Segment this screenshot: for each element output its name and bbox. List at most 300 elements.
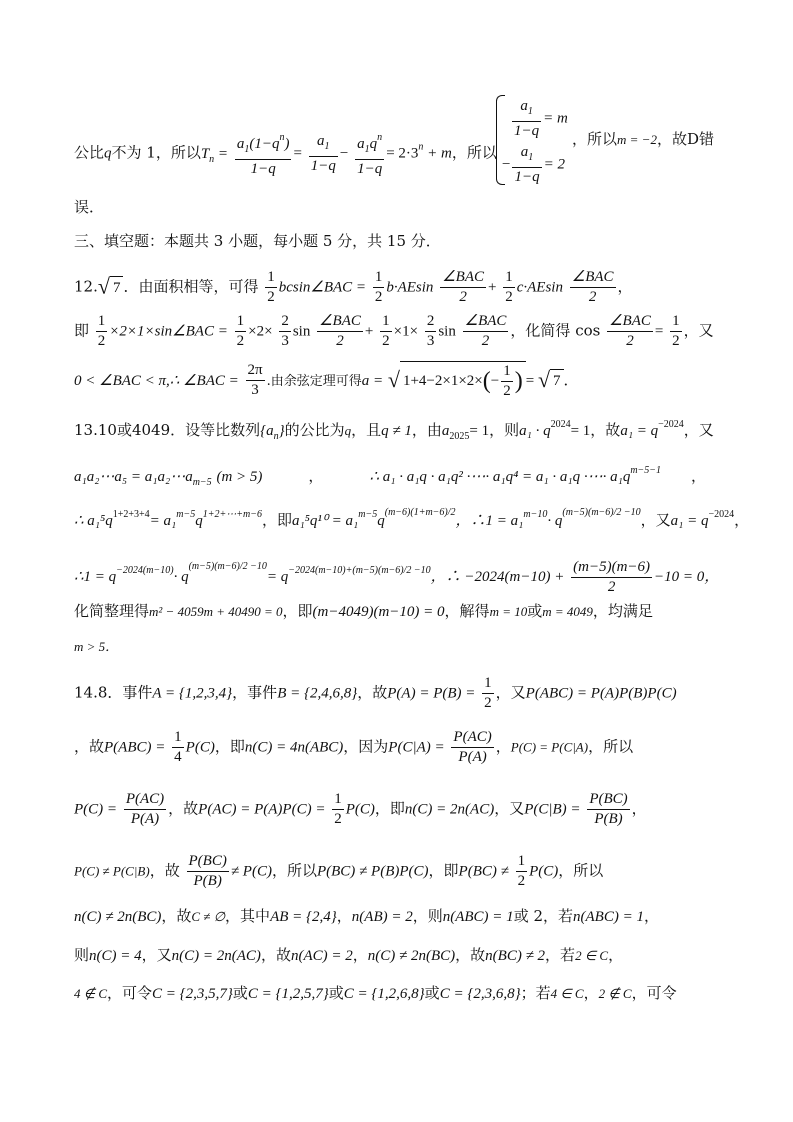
math-fragment: ，均满足 <box>592 602 653 620</box>
q14-line-7 <box>74 982 723 1005</box>
math-fragment: 2 <box>672 333 680 349</box>
math-fragment: .由余弦定理可得 <box>266 373 362 389</box>
math-fragment: 1−q <box>250 161 276 177</box>
math-fragment: 2 <box>267 289 275 305</box>
math-fragment: a₁ · q <box>519 423 551 439</box>
math-fragment: (m−6)(1+m−6)/2 <box>384 507 456 518</box>
math-fragment: ．由面积相等，可得 <box>123 277 259 296</box>
math-fragment: ，∴ −2024(m−10) + <box>430 569 565 585</box>
math-fragment <box>501 362 513 401</box>
q13-line-4 <box>74 556 723 597</box>
math-fragment: n(C) = 2n(AC) <box>404 801 495 818</box>
math-fragment: n(ABC) = 1 <box>573 909 644 925</box>
math-fragment: 7 <box>550 369 564 392</box>
math-q: q <box>104 145 112 162</box>
math-fragment: P(BC) <box>587 790 629 810</box>
math-fragment: ，解得 <box>444 602 490 620</box>
math-fragment <box>279 312 291 351</box>
fraction <box>235 128 292 179</box>
math-fragment: AB = {2,4} <box>270 909 337 925</box>
math-fragment: 2 <box>334 811 342 827</box>
math-fragment: n <box>273 431 279 442</box>
math-fragment: ， <box>495 737 511 756</box>
math-fragment: = 2 <box>543 156 565 173</box>
math-fragment: 2 <box>505 289 513 305</box>
math-fragment <box>670 312 682 351</box>
text: 不为 1，所以 <box>111 143 201 162</box>
math-fragment: + <box>364 323 374 340</box>
math-fragment: 14.8．事件 <box>74 683 153 702</box>
math: + m <box>423 145 452 162</box>
math-fragment: −2024(m−10) <box>116 565 174 576</box>
math-fragment: n(AC) = 2 <box>290 948 353 964</box>
math-fragment: n(C) = 2n(AC) <box>171 948 261 964</box>
math-fragment: m−5−1 <box>630 465 662 476</box>
math-fragment: 1 <box>528 152 534 163</box>
math-fragment: ∠BAC <box>440 268 486 288</box>
math-fragment: C = {1,2,6,8} <box>343 986 425 1002</box>
math-fragment: P(AC) <box>124 790 166 810</box>
math-fragment: ，化简得 cos <box>510 321 601 340</box>
math-fragment: ，又 <box>640 511 671 529</box>
math-answer: 7 <box>110 276 124 299</box>
math-fragment: q <box>344 423 352 438</box>
math-fragment: = 1，故 <box>570 423 621 439</box>
q13-line-3 <box>74 502 750 532</box>
math-fragment: m² − 4059m + 40490 = 0 <box>149 604 283 619</box>
math-fragment: P(BC) ≠ <box>458 863 509 880</box>
math-fragment: $a_1$ <box>512 143 541 168</box>
math-fragment: 4 <box>174 749 182 765</box>
math-fragment <box>451 728 493 767</box>
math-fragment: m = 10 <box>489 604 528 619</box>
math-fragment <box>482 674 494 713</box>
math-fragment: a = <box>361 372 384 389</box>
math-fragment: a₁⁵q¹⁰ = a₁ <box>291 513 359 529</box>
math-fragment: ，又 <box>494 799 525 818</box>
q13-line-1 <box>74 414 723 448</box>
q13-line-5 <box>74 600 723 623</box>
q14-line-1 <box>74 674 723 713</box>
math-fragment: P(A) = P(B) = <box>387 685 476 702</box>
math-fragment: ∴ a₁ · a₁q · a₁q² ·⋯· a₁q⁴ = a₁ · a₁q ·⋯· a₁q <box>369 469 631 485</box>
math-fragment: a₁a₂⋯a₅ = a₁a₂⋯a <box>74 469 193 485</box>
math-fragment: ， <box>734 511 750 529</box>
math-fragment: P(AC) = P(A)P(C) = <box>198 801 326 818</box>
math-fragment <box>516 852 528 891</box>
math-fragment: n(ABC) = 1 <box>442 909 514 925</box>
math-fragment: √ <box>387 366 400 392</box>
math-fragment: 1 <box>265 268 277 288</box>
math-fragment: 1+4−2×1×2× <box>402 372 483 389</box>
math-fragment: ，即 <box>261 511 292 529</box>
math-fragment: ∠BAC <box>317 312 363 332</box>
math-fragment: 1 <box>380 312 392 332</box>
math-fragment: m−5 <box>358 509 378 520</box>
math-fragment: P(ABC) = P(A)P(B)P(C) <box>525 685 677 702</box>
math-fragment: 或 <box>527 602 543 620</box>
math-fragment <box>373 268 385 307</box>
math-fragment <box>187 852 229 891</box>
q14-line-5 <box>74 905 723 928</box>
text: ，故D错 <box>656 130 714 148</box>
math-fragment: √ <box>537 366 551 392</box>
math: n <box>418 141 424 153</box>
math-fragment <box>570 268 616 307</box>
q14-line-3 <box>74 790 723 829</box>
math-fragment: ，所以 <box>558 861 604 880</box>
math-fragment: = a₁ <box>149 513 177 529</box>
math-fragment: B = {2,4,6,8} <box>277 685 358 702</box>
math-fragment: 1+4−2×1×2×(− $\frac{1}{2}$ ) <box>400 361 526 401</box>
math-fragment: a <box>441 423 450 439</box>
math-fragment <box>425 312 437 351</box>
math-fragment: (m−4049)(m−10) = 0 <box>312 604 445 620</box>
math-fragment: ，则 <box>412 907 443 925</box>
math-fragment: −2024 <box>658 419 684 430</box>
math-fragment: P(C) = P(C|A) <box>510 739 589 755</box>
math-fragment: 1 <box>235 312 247 332</box>
math-fragment: c·AEsin <box>516 279 563 296</box>
math-fragment: · q <box>547 513 563 529</box>
math-fragment: 则 <box>74 946 90 964</box>
paragraph-ratio-end <box>572 128 714 151</box>
math-fragment: (m−5)(m−6)/2 −10 <box>562 507 641 518</box>
math-fragment: 2 <box>588 289 597 305</box>
math-fragment: ， <box>583 984 599 1002</box>
math-fragment: 3 <box>251 382 259 399</box>
math-fragment: ，即 <box>374 799 405 818</box>
math-fragment: P(B) <box>594 811 623 827</box>
math-fragment: n <box>377 132 383 143</box>
math-fragment: n(C) = 4n(ABC) <box>244 739 344 756</box>
math-fragment: ，因为 <box>343 737 389 756</box>
math-fragment: 的公比为 <box>284 421 345 439</box>
math-fragment: ，故 <box>455 946 486 964</box>
math-fragment: 1 <box>482 674 494 694</box>
math-fragment: 2 <box>503 383 511 399</box>
system-eq-2 <box>502 143 565 187</box>
math-fragment: 1 <box>332 790 344 810</box>
text: 公比 <box>74 143 105 162</box>
math-fragment <box>587 790 629 829</box>
math-fragment: ，所以 <box>588 737 634 756</box>
math-fragment: ，又 <box>683 421 714 439</box>
math-fragment <box>503 268 515 307</box>
math-fragment: 2 <box>481 333 490 349</box>
math-fragment: 2 ∈ C <box>575 948 609 963</box>
math-fragment: ，又 <box>495 683 526 702</box>
math-fragment: ，事件 <box>232 683 278 702</box>
math-fragment: ，即 <box>428 861 459 880</box>
math-fragment: −10 = 0， <box>654 569 720 585</box>
math-fragment: m = 4049 <box>542 604 593 619</box>
math-fragment <box>96 312 108 351</box>
math-fragment: 2π <box>246 361 265 381</box>
math-fragment: m−5 <box>176 509 196 520</box>
math-fragment: 2 <box>425 312 437 332</box>
q12-line-3 <box>74 361 723 401</box>
math-fragment: ，其中 <box>225 907 271 925</box>
math-fragment: ×1× <box>393 323 419 340</box>
math-fragment: 2 <box>517 873 526 889</box>
math-fragment: P(A) <box>130 811 160 827</box>
math-fragment: ∠BAC <box>570 268 616 288</box>
math-fragment: 2 <box>459 289 467 305</box>
math-fragment: ，若 <box>545 946 576 964</box>
math-fragment: = 1，则 <box>469 423 520 439</box>
math-fragment: ∠BAC <box>607 312 653 332</box>
math-fragment: {a <box>260 423 274 439</box>
math-fragment: 1+2+⋯+m−6 <box>202 509 262 520</box>
math-fragment: ∴1 = q <box>74 569 117 585</box>
math-fragment: = m <box>543 110 568 127</box>
math-fragment: ，故 <box>260 946 291 964</box>
math-fragment: $a_1$ <box>512 97 541 122</box>
math-fragment <box>246 361 265 400</box>
math-fragment: 1 <box>501 362 513 382</box>
math-fragment: bcsin∠BAC = <box>278 279 367 296</box>
math-fragment: 4 ∈ C <box>550 986 584 1001</box>
q14-line-2 <box>74 728 723 767</box>
math-fragment <box>317 312 363 351</box>
math-fragment: (m−5)(m−6) <box>571 558 652 578</box>
math-fragment: ， <box>352 946 368 964</box>
math-fragment: 1+2+3+4 <box>112 509 150 520</box>
math-fragment: C ≠ ∅ <box>191 909 226 924</box>
math-fragment: 2 ∉ C <box>598 986 632 1001</box>
q13-line-2 <box>74 460 723 494</box>
math-fragment: ×2×1×sin∠BAC = <box>109 323 228 340</box>
math-fragment: 1 <box>503 268 515 288</box>
math-fragment: b·AEsin <box>386 279 434 296</box>
math-fragment: P(AC) <box>451 728 493 748</box>
math-fragment: ，故 <box>74 737 105 756</box>
math-fragment: 2024 <box>550 419 571 430</box>
math-fragment: 1 <box>516 852 528 872</box>
math-fragment: ) <box>514 367 523 394</box>
math-fragment: sin <box>292 323 311 340</box>
math-fragment: } <box>278 423 285 439</box>
math-fragment <box>512 143 541 187</box>
math-fragment: sin <box>438 323 456 340</box>
fraction <box>355 128 384 179</box>
q14-line-4 <box>74 852 723 891</box>
math-fragment: ． <box>563 370 579 389</box>
math-fragment: ， <box>631 799 647 818</box>
math-fragment: n(AB) = 2 <box>351 909 413 925</box>
section-heading: 三、填空题：本题共 3 小题，每小题 5 分，共 15 分． <box>74 232 441 250</box>
math-fragment: 1−q <box>310 157 336 174</box>
math-fragment: 1 <box>96 312 108 332</box>
math-fragment: 2 <box>236 333 245 349</box>
math-fragment: C = {2,3,5,7} <box>152 986 233 1002</box>
math-fragment: (m−5)(m−6)/2 −10 <box>188 561 267 572</box>
math-fragment: 2 <box>626 333 634 349</box>
math-fragment: ，可令 <box>107 984 153 1002</box>
math-fragment: ( <box>482 367 491 394</box>
math-fragment: ， <box>608 946 624 964</box>
math-fragment: P(B) <box>193 873 222 889</box>
math-fragment <box>463 312 509 351</box>
math-fragment: 1−q <box>514 169 540 185</box>
math-fragment: ， <box>617 277 633 296</box>
math-fragment: ，且 <box>351 421 382 439</box>
math-fragment <box>235 312 247 351</box>
math-fragment: 1 <box>324 140 330 152</box>
math-fragment: 1 <box>364 144 370 155</box>
math-fragment: n(C) ≠ 2n(BC) <box>367 948 456 964</box>
q12-line-1 <box>74 268 723 307</box>
math-fragment: −2024(m−10)+(m−5)(m−6)/2 −10 <box>288 565 431 576</box>
system-eq-1 <box>510 97 568 141</box>
math-fragment: m−10 <box>523 509 548 520</box>
math-fragment: ∴ a₁⁵q <box>74 513 113 529</box>
math-fragment <box>124 790 166 829</box>
math-fragment: ，故 <box>149 861 180 880</box>
math-fragment: P(C) ≠ P(C|B) <box>74 863 150 879</box>
text: ，所以 <box>451 143 497 162</box>
math-fragment: + <box>487 279 497 296</box>
math-fragment: ，故 <box>161 907 192 925</box>
math-fragment: $a_1q^n$ <box>355 128 384 160</box>
math-fragment: n <box>209 153 215 165</box>
math-fragment: 即 <box>74 321 90 340</box>
math-fragment: ， <box>308 467 324 485</box>
math-fragment: ， <box>643 907 659 925</box>
math-fragment: 1−q <box>514 123 540 139</box>
math-fragment: 2 <box>607 578 616 595</box>
math-fragment: C = {1,2,5,7} <box>247 986 329 1002</box>
math-fragment <box>172 728 184 767</box>
math-fragment: − <box>502 156 511 173</box>
math-fragment: 2 <box>374 289 383 305</box>
math-fragment: 2 <box>484 695 492 711</box>
math-fragment: ，由 <box>411 421 442 439</box>
math-fragment: n(C) ≠ 2n(BC) <box>74 909 162 925</box>
math-fragment <box>512 97 541 141</box>
math-fragment: q <box>377 513 385 529</box>
math-fragment: ∠BAC <box>463 312 509 332</box>
math-fragment: a₁ = q <box>670 513 709 529</box>
text: ，所以 <box>572 130 618 148</box>
math-fragment <box>380 312 392 351</box>
math-fragment: 12. <box>74 277 98 296</box>
math-fragment: 2 <box>279 312 291 332</box>
math-fragment <box>607 312 653 351</box>
math-fragment: ，∴1 = a₁ <box>455 513 524 529</box>
math-fragment: P(C) <box>185 739 215 756</box>
math-fragment: ，可令 <box>631 984 677 1002</box>
math-fragment: = q <box>266 569 289 585</box>
math-fragment: $a_1$ <box>309 132 338 157</box>
math-fragment: P(ABC) = <box>104 739 166 756</box>
math-fragment: A = {1,2,3,4} <box>152 685 233 702</box>
math-fragment: 4 ∉ C <box>74 986 107 1001</box>
math-fragment: n(C) = 4 <box>89 948 142 964</box>
q14-line-6 <box>74 944 723 967</box>
math-fragment: ，即 <box>214 737 245 756</box>
math-fragment: ，即 <box>282 602 313 620</box>
math-fragment: ≠ P(C) <box>230 863 272 880</box>
math-fragment: = <box>525 372 538 389</box>
math-fragment: P(BC) <box>187 852 229 872</box>
math-fragment: −2024 <box>708 509 735 520</box>
math-fragment <box>440 268 486 307</box>
math: m = −2 <box>617 132 657 147</box>
math-fragment: 13.10或4049．设等比数列 <box>74 421 261 439</box>
math-fragment: 1 <box>244 144 250 155</box>
math-fragment: 2 <box>382 333 390 349</box>
math-fragment: ， <box>336 907 352 925</box>
fraction <box>309 132 338 176</box>
math-fragment: P(C) <box>529 863 559 880</box>
math-fragment <box>571 558 652 597</box>
math-fragment <box>265 268 277 307</box>
math-fragment: ，故 <box>357 683 388 702</box>
math-fragment: 3 <box>281 333 289 349</box>
math-fragment: $a_1(1-q^n)$ <box>235 128 292 160</box>
math-fragment: 1 <box>172 728 184 748</box>
math-fragment <box>332 790 344 829</box>
math-fragment: 1−q <box>357 161 383 177</box>
math-fragment: ，所以 <box>271 861 317 880</box>
math-fragment: 或 2，若 <box>513 907 573 925</box>
math-fragment: ，又 <box>141 946 172 964</box>
math-fragment: a₁ = q <box>620 423 659 439</box>
math-fragment: m−5 <box>192 477 212 488</box>
math-Tn: $T_n$ = <box>200 145 229 165</box>
math-fragment: 2 <box>336 333 344 349</box>
math-fragment: − <box>339 145 349 162</box>
math-fragment: = <box>654 323 664 340</box>
math-fragment: ×2× <box>248 323 273 340</box>
math-fragment: n(BC) ≠ 2 <box>485 948 546 964</box>
math-fragment: q ≠ 1 <box>381 423 412 439</box>
math-fragment: 2 <box>97 333 106 349</box>
math-fragment: P(C) = <box>74 801 118 818</box>
math-fragment: ，故 <box>168 799 199 818</box>
math-fragment: q <box>195 513 203 529</box>
math-fragment: ，又 <box>683 321 714 340</box>
math-fragment: P(A) <box>458 749 487 765</box>
math-fragment: · q <box>173 569 189 585</box>
math-fragment: 1 <box>670 312 682 332</box>
math-fragment: 或 <box>328 984 344 1002</box>
q13-line-6: m > 5． <box>74 639 119 654</box>
paragraph-end: 误． <box>74 198 105 216</box>
math-fragment: n <box>279 132 285 143</box>
math-fragment: ， <box>691 467 707 485</box>
math-fragment: P(BC) ≠ P(B)P(C) <box>316 863 429 880</box>
math-fragment: P(C|B) = <box>524 801 581 818</box>
math-fragment: 3 <box>426 333 435 349</box>
math-fragment: 化简整理得 <box>74 602 150 620</box>
math-fragment: ；若 <box>520 984 551 1002</box>
math-fragment: 2025 <box>449 431 470 442</box>
math-fragment: (m > 5) <box>216 469 263 485</box>
math-fragment: 0 < ∠BAC < π,∴ ∠BAC = <box>74 372 239 389</box>
math: = 2·3 <box>386 145 419 162</box>
math-fragment: 或 <box>424 984 440 1002</box>
math-fragment: P(C|A) = <box>388 739 445 756</box>
math-fragment: C = {2,3,6,8} <box>439 986 521 1002</box>
math-fragment: 1 <box>527 106 533 117</box>
math-fragment: √ <box>97 273 110 299</box>
q12-line-2 <box>74 312 723 351</box>
math-fragment: P(C) <box>345 801 375 818</box>
math-fragment: = <box>293 145 302 162</box>
